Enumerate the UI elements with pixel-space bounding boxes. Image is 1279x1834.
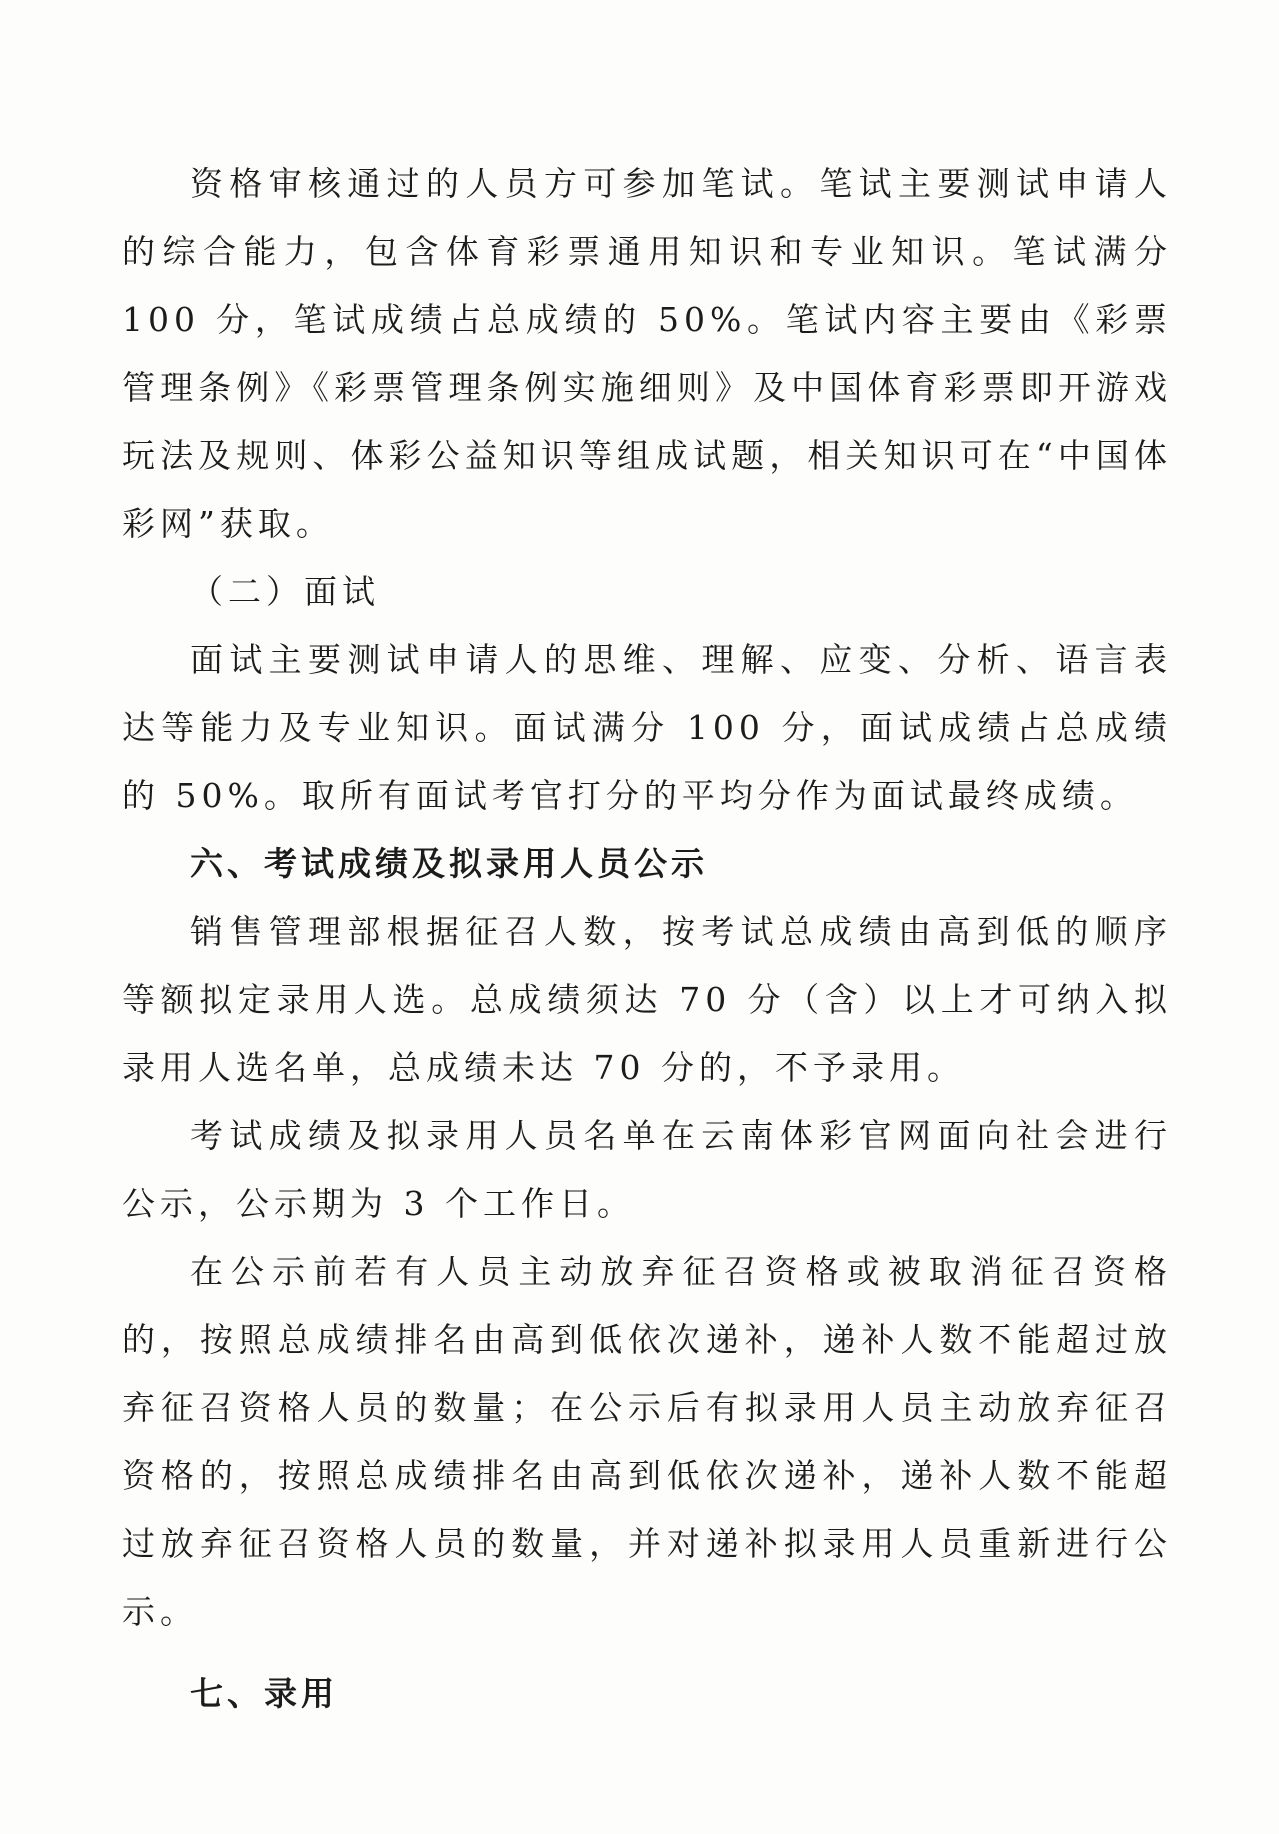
paragraph-candidate-selection: 销售管理部根据征召人数，按考试总成绩由高到低的顺序等额拟定录用人选。总成绩须达 70 分（含）以上才可纳入拟录用人选名单，总成绩未达 70 分的，不予录用。 bbox=[122, 912, 1172, 1087]
subheading-interview: （二）面试 bbox=[190, 572, 380, 611]
paragraph-substitution-rules: 在公示前若有人员主动放弃征召资格或被取消征召资格的，按照总成绩排名由高到低依次递补，递补人数不能超过放弃征召资格人员的数量；在公示后有拟录用人员主动放弃征召资格的，按照总成绩排名由高到低依次递补，递补人数不能超过放弃征召资格人员的数量，并对递补拟录用人员重新进行公示。 bbox=[122, 1252, 1172, 1631]
paragraph-written-exam: 资格审核通过的人员方可参加笔试。笔试主要测试申请人的综合能力，包含体育彩票通用知识和专业知识。笔试满分 100 分，笔试成绩占总成绩的 50%。笔试内容主要由《彩票管理条例》《彩票管理条例实施细则》及中国体育彩票即开游戏玩法及规则、体彩公益知识等组成试题，相关知识可在“中国体彩网”获取。 bbox=[122, 164, 1172, 543]
paragraph-interview: 面试主要测试申请人的思维、理解、应变、分析、语言表达等能力及专业知识。面试满分 100 分，面试成绩占总成绩的 50%。取所有面试考官打分的平均分作为面试最终成绩。 bbox=[122, 640, 1172, 815]
section-heading-results-publicity: 六、考试成绩及拟录用人员公示 bbox=[190, 844, 708, 883]
section-heading-employment: 七、录用 bbox=[190, 1674, 338, 1713]
document-body bbox=[122, 150, 1172, 1728]
paragraph-publicity-period: 考试成绩及拟录用人员名单在云南体彩官网面向社会进行公示，公示期为 3 个工作日。 bbox=[122, 1116, 1172, 1223]
